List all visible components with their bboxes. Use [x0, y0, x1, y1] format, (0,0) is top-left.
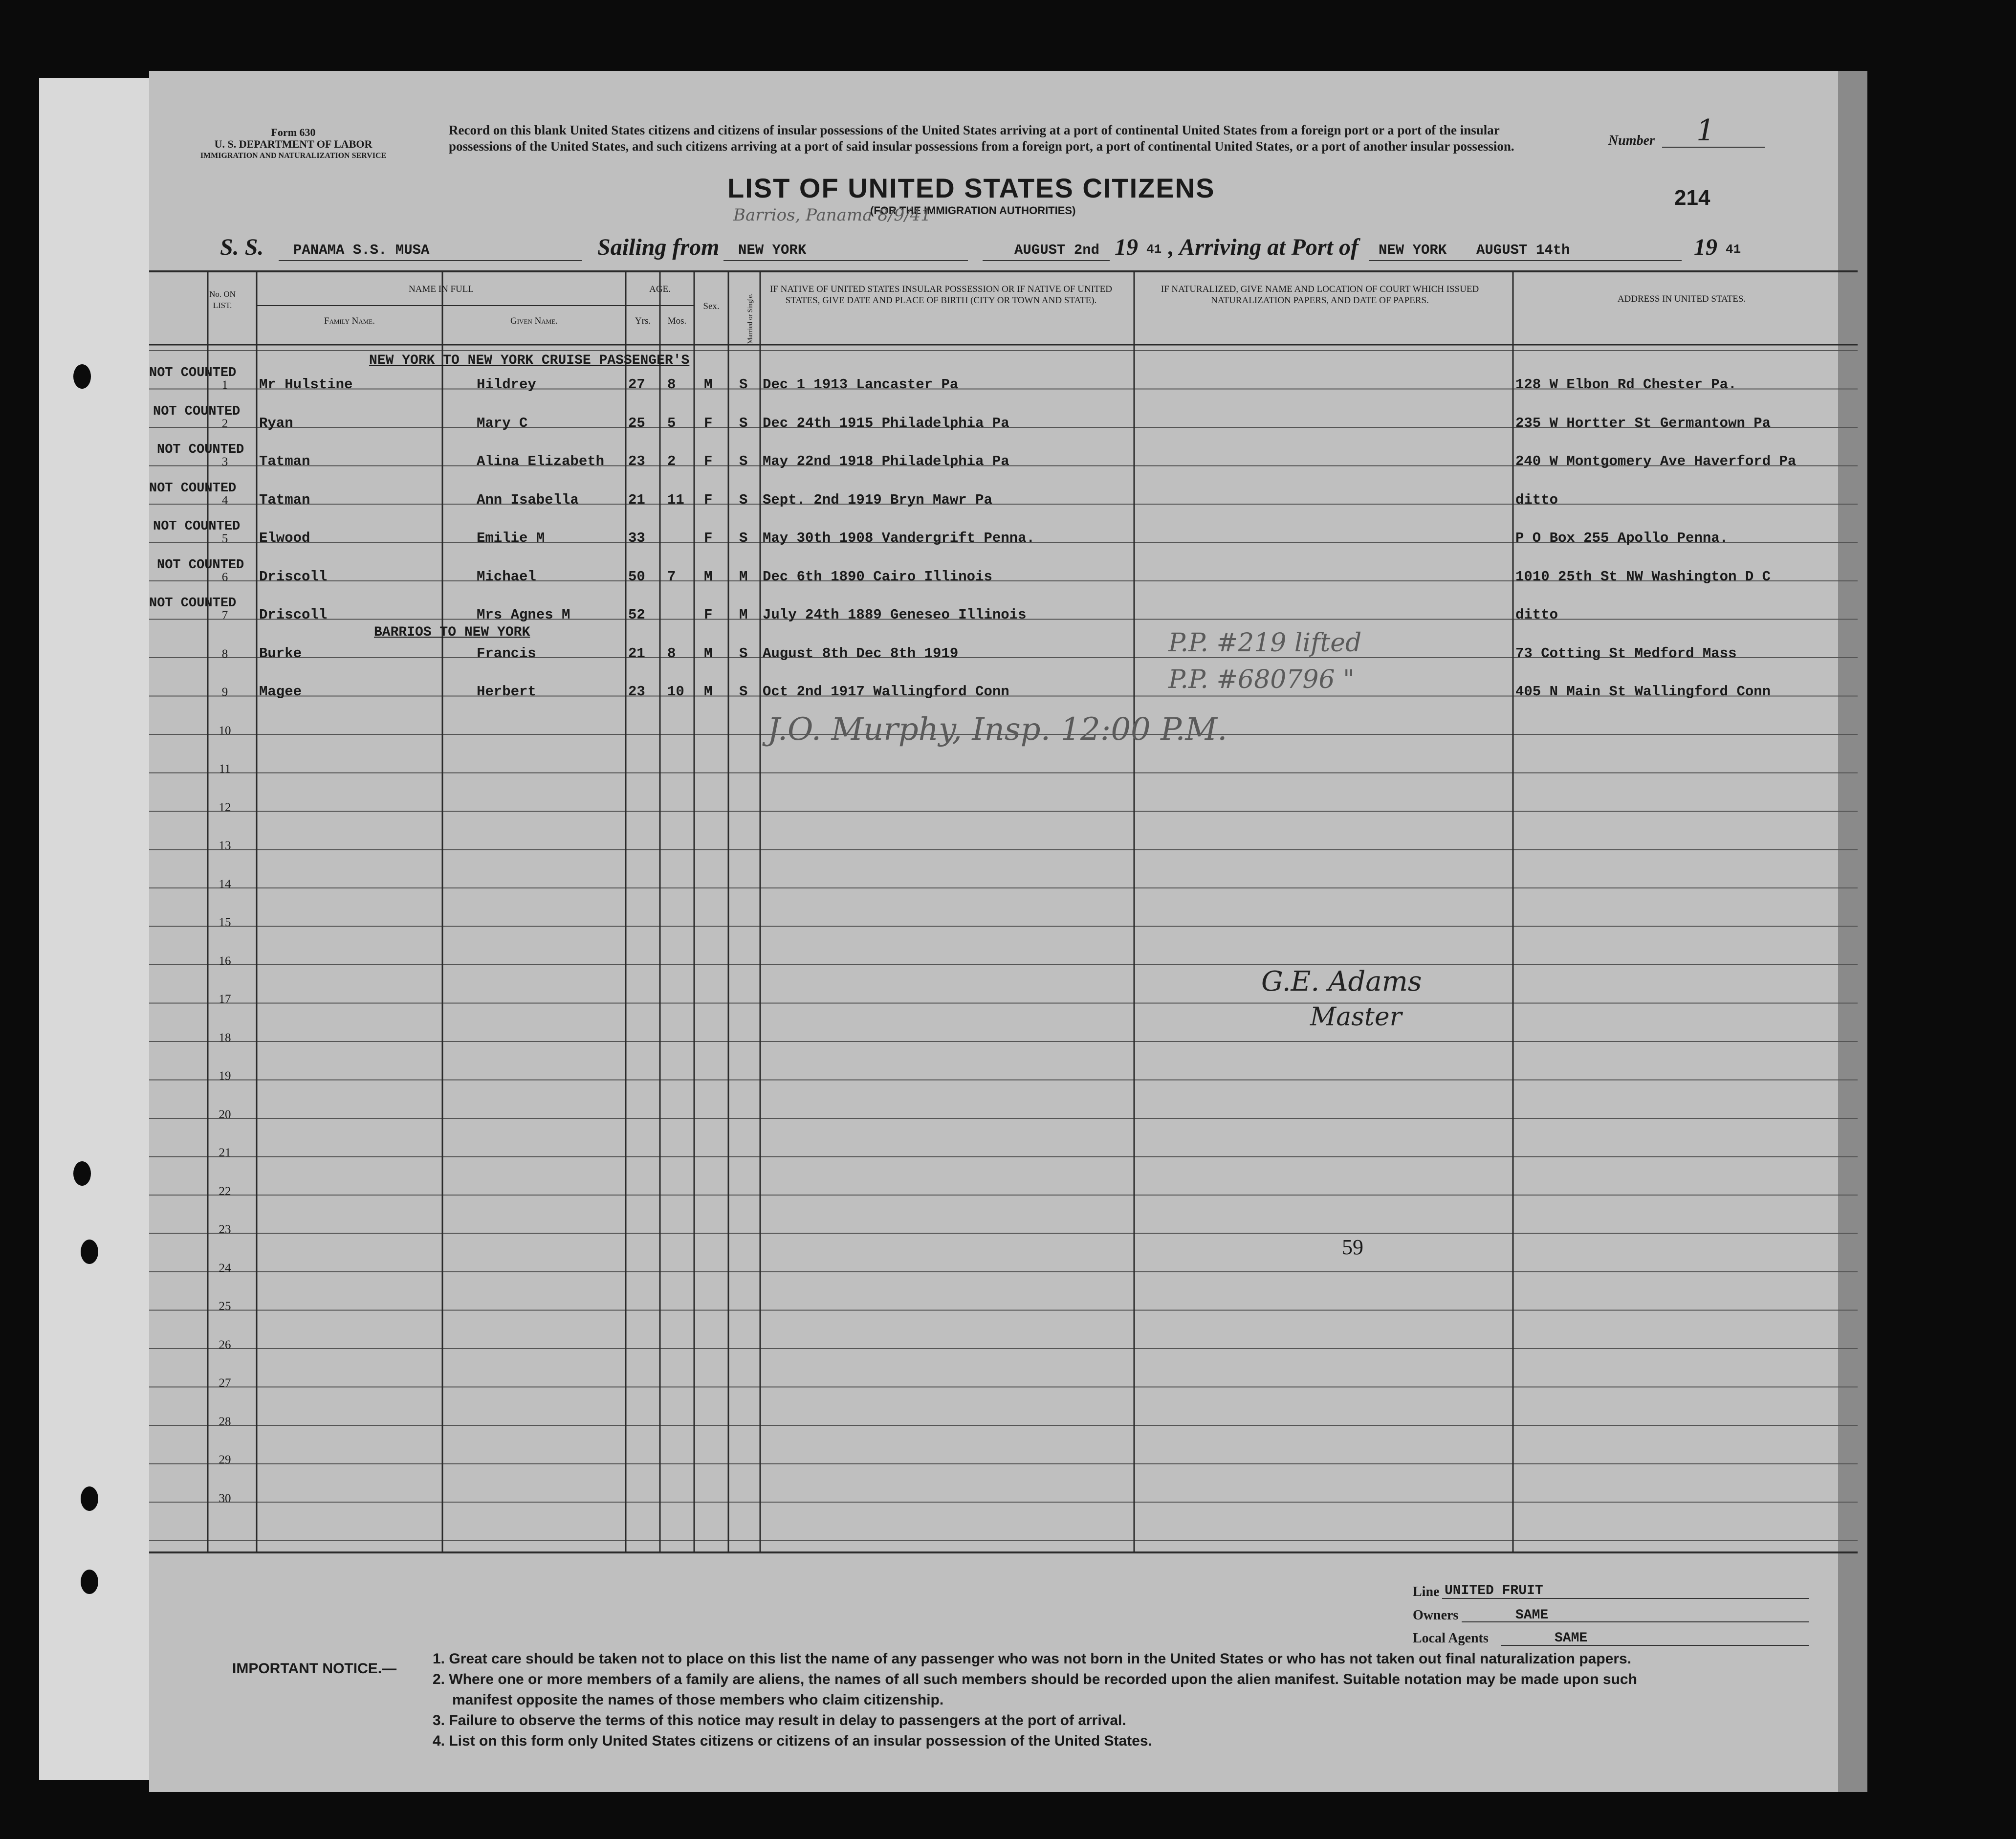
sex: M: [704, 645, 713, 662]
agents-label: Local Agents: [1413, 1631, 1489, 1646]
age-months: 7: [667, 568, 676, 585]
row-number: 24: [219, 1261, 231, 1275]
arrival-date: AUGUST 14th: [1476, 242, 1570, 258]
row-number: 15: [219, 916, 231, 929]
year-prefix-2: 19: [1694, 234, 1717, 260]
age-years: 52: [628, 607, 645, 623]
birth-info: May 22nd 1918 Philadelphia Pa: [763, 453, 1009, 469]
age-months: 11: [667, 491, 684, 508]
col-native-header: IF NATIVE OF UNITED STATES INSULAR POSSESSION OR IF NATIVE OF UNITED STATES, GIVE DATE AND PLACE OF BIRTH (CITY OR TOWN AND STATE).: [770, 284, 1112, 306]
age-years: 21: [628, 491, 645, 508]
handwritten-note: Barrios, Panama 8/9/41: [733, 205, 931, 225]
page-subtitle: (FOR THE IMMIGRATION AUTHORITIES): [870, 204, 1076, 217]
handwritten-pp1: P.P. #219 lifted: [1168, 628, 1362, 658]
sex: M: [704, 377, 713, 393]
ss-label: S. S.: [220, 234, 264, 260]
row-number: 5: [221, 532, 228, 545]
notice-4: 4. List on this form only United States citizens or citizens of an insular possession of the United States.: [433, 1733, 1152, 1749]
age-months: 5: [667, 415, 676, 431]
address: P O Box 255 Apollo Penna.: [1515, 530, 1729, 546]
married-single: M: [739, 568, 748, 585]
agents-value: SAME: [1555, 1631, 1588, 1646]
given-name: Mary C: [477, 415, 528, 431]
married-single: M: [739, 607, 748, 623]
sailing-label: Sailing from: [597, 234, 720, 260]
not-counted-mark: NOT COUNTED: [157, 557, 244, 573]
sex: F: [704, 415, 713, 431]
sex: F: [704, 491, 713, 508]
year-suffix-1: 41: [1146, 242, 1162, 257]
given-name: Emilie M: [477, 530, 545, 546]
family-name: Driscoll: [259, 607, 328, 623]
not-counted-mark: NOT COUNTED: [153, 404, 241, 419]
married-single: S: [739, 530, 748, 546]
given-name: Francis: [477, 645, 536, 662]
address: 73 Cotting St Medford Mass: [1515, 645, 1737, 662]
notice-1: 1. Great care should be taken not to place on this list the name of any passenger who was not born in the United States or who has not taken out final naturalization papers.: [433, 1651, 1632, 1667]
form-number: Form 630: [271, 126, 316, 138]
col-married-header: Married or Single.: [746, 293, 754, 344]
row-number: 2: [221, 417, 228, 430]
address: 235 W Hortter St Germantown Pa: [1515, 415, 1771, 431]
row-number: 17: [219, 993, 231, 1006]
sex: M: [704, 684, 713, 700]
year-prefix-1: 19: [1115, 234, 1138, 260]
given-name: Hildrey: [477, 377, 536, 393]
not-counted-mark: NOT COUNTED: [149, 596, 237, 611]
col-address-header: ADDRESS IN UNITED STATES.: [1617, 294, 1746, 304]
ship-name: PANAMA S.S. MUSA: [293, 242, 430, 258]
agents-underline: [1501, 1645, 1809, 1646]
birth-info: Dec 1 1913 Lancaster Pa: [763, 377, 959, 393]
given-name: Mrs Agnes M: [477, 607, 570, 623]
master-signature: G.E. Adams: [1261, 966, 1422, 997]
col-no-header: No. ON LIST.: [209, 289, 236, 310]
owners-underline: [1462, 1621, 1809, 1622]
row-number: 29: [219, 1453, 231, 1466]
notice-3: 3. Failure to observe the terms of this notice may result in delay to passengers at the port of arrival.: [433, 1712, 1126, 1728]
row-number: 26: [219, 1338, 231, 1352]
family-name: Driscoll: [259, 568, 328, 585]
owners-label: Owners: [1413, 1608, 1459, 1623]
not-counted-mark: NOT COUNTED: [149, 481, 237, 496]
birth-info: August 8th Dec 8th 1919: [763, 645, 959, 662]
married-single: S: [739, 684, 748, 700]
arrival-port: NEW YORK: [1379, 242, 1447, 258]
section-label-cruise: NEW YORK TO NEW YORK CRUISE PASSENGER'S: [369, 353, 690, 368]
page-number: 59: [1342, 1235, 1363, 1259]
not-counted-mark: NOT COUNTED: [157, 443, 244, 457]
row-number: 14: [219, 877, 231, 891]
notice-label: IMPORTANT NOTICE.—: [232, 1661, 397, 1677]
given-name: Herbert: [477, 684, 536, 700]
number-value: 1: [1696, 113, 1715, 148]
row-number: 18: [219, 1031, 231, 1044]
sailing-date: AUGUST 2nd: [1014, 242, 1100, 258]
number-label: Number: [1608, 133, 1655, 148]
row-number: 12: [219, 800, 231, 814]
row-number: 1: [221, 378, 228, 392]
year-suffix-2: 41: [1726, 242, 1741, 257]
inspector-signature: J.O. Murphy, Insp. 12:00 P.M.: [767, 711, 1227, 748]
row-number: 23: [219, 1223, 231, 1236]
row-number: 10: [219, 724, 231, 737]
married-single: S: [739, 377, 748, 393]
age-months: 8: [667, 377, 676, 393]
col-family-header: Family Name.: [324, 316, 375, 326]
sex: F: [704, 530, 713, 546]
notice-2: 2. Where one or more members of a family are aliens, the names of all such members should be recorded upon the alien manifest. Suitable notation may be made upon such: [433, 1671, 1637, 1687]
given-name: Ann Isabella: [477, 491, 579, 508]
notice-2b: manifest opposite the names of those members who claim citizenship.: [452, 1692, 944, 1708]
line-label: Line: [1413, 1584, 1440, 1599]
family-name: Burke: [259, 645, 302, 662]
sex: F: [704, 607, 713, 623]
sailing-port: NEW YORK: [738, 242, 807, 258]
address: 240 W Montgomery Ave Haverford Pa: [1515, 453, 1797, 469]
row-number: 27: [219, 1376, 231, 1390]
col-yrs-header: Yrs.: [635, 316, 651, 326]
row-number: 8: [221, 647, 228, 661]
age-years: 25: [628, 415, 645, 431]
row-number: 16: [219, 954, 231, 968]
page-stamp: 214: [1674, 186, 1710, 210]
not-counted-mark: NOT COUNTED: [149, 366, 237, 380]
service: IMMIGRATION AND NATURALIZATION SERVICE: [200, 152, 387, 160]
family-name: Magee: [259, 684, 302, 700]
row-number: 11: [219, 762, 231, 775]
row-number: 20: [219, 1108, 231, 1121]
family-name: Tatman: [259, 453, 310, 469]
given-name: Michael: [477, 568, 536, 585]
not-counted-mark: NOT COUNTED: [153, 519, 241, 534]
married-single: S: [739, 453, 748, 469]
family-name: Mr Hulstine: [259, 377, 353, 393]
age-years: 33: [628, 530, 645, 546]
age-years: 23: [628, 453, 645, 469]
age-years: 21: [628, 645, 645, 662]
birth-info: July 24th 1889 Geneseo Illinois: [763, 607, 1027, 623]
col-sex-header: Sex.: [703, 301, 720, 311]
married-single: S: [739, 491, 748, 508]
birth-info: Dec 6th 1890 Cairo Illinois: [763, 568, 992, 585]
birth-info: May 30th 1908 Vandergrift Penna.: [763, 530, 1035, 546]
age-months: 10: [667, 684, 684, 700]
family-name: Ryan: [259, 415, 293, 431]
row-number: 9: [221, 686, 228, 699]
line-value: UNITED FRUIT: [1445, 1583, 1543, 1598]
married-single: S: [739, 415, 748, 431]
row-number: 6: [221, 570, 228, 584]
row-number: 21: [219, 1146, 231, 1159]
row-number: 19: [219, 1069, 231, 1083]
row-number: 22: [219, 1184, 231, 1198]
owners-value: SAME: [1515, 1608, 1549, 1623]
family-name: Elwood: [259, 530, 310, 546]
sex: F: [704, 453, 713, 469]
age-months: 8: [667, 645, 676, 662]
address: 1010 25th St NW Washington D C: [1515, 568, 1771, 585]
col-given-header: Given Name.: [510, 316, 558, 326]
age-years: 50: [628, 568, 645, 585]
address: 405 N Main St Wallingford Conn: [1515, 684, 1771, 700]
section-label-barrios: BARRIOS TO NEW YORK: [374, 625, 530, 640]
age-months: 2: [667, 453, 676, 469]
line-underline: [1442, 1598, 1809, 1599]
birth-info: Sept. 2nd 1919 Bryn Mawr Pa: [763, 491, 992, 508]
row-number: 13: [219, 839, 231, 852]
age-years: 27: [628, 377, 645, 393]
birth-info: Oct 2nd 1917 Wallingford Conn: [763, 684, 1009, 700]
married-single: S: [739, 645, 748, 662]
family-name: Tatman: [259, 491, 310, 508]
birth-info: Dec 24th 1915 Philadelphia Pa: [763, 415, 1009, 431]
row-number: 28: [219, 1415, 231, 1428]
address: ditto: [1515, 491, 1558, 508]
given-name: Alina Elizabeth: [477, 453, 605, 469]
sex: M: [704, 568, 713, 585]
address: 128 W Elbon Rd Chester Pa.: [1515, 377, 1737, 393]
col-naturalized-header: IF NATURALIZED, GIVE NAME AND LOCATION OF COURT WHICH ISSUED NATURALIZATION PAPERS, AND DATE OF PAPERS.: [1161, 284, 1479, 306]
arriving-label: , Arriving at Port of: [1168, 234, 1359, 260]
col-mos-header: Mos.: [667, 316, 687, 326]
address: ditto: [1515, 607, 1558, 623]
row-number: 4: [221, 493, 228, 507]
header-notice: Record on this blank United States citizens and citizens of insular possessions of the United States arriving at a port of continental United States from a foreign port or a port of the insular possessions of the United States, and such citizens arriving at a port of said insular possessions from a foreign port, a port of continental United States, or a port of another insular possession.: [449, 123, 1514, 154]
row-number: 30: [219, 1491, 231, 1505]
department: U. S. DEPARTMENT OF LABOR: [214, 138, 373, 150]
row-number: 3: [221, 455, 228, 468]
page-title: LIST OF UNITED STATES CITIZENS: [727, 173, 1215, 203]
master-title: Master: [1310, 1002, 1402, 1032]
col-name-header: NAME IN FULL: [409, 284, 474, 294]
age-years: 23: [628, 684, 645, 700]
row-number: 7: [221, 609, 228, 622]
row-number: 25: [219, 1300, 231, 1313]
handwritten-pp2: P.P. #680796 ": [1168, 665, 1355, 694]
col-age-header: AGE.: [649, 284, 671, 294]
